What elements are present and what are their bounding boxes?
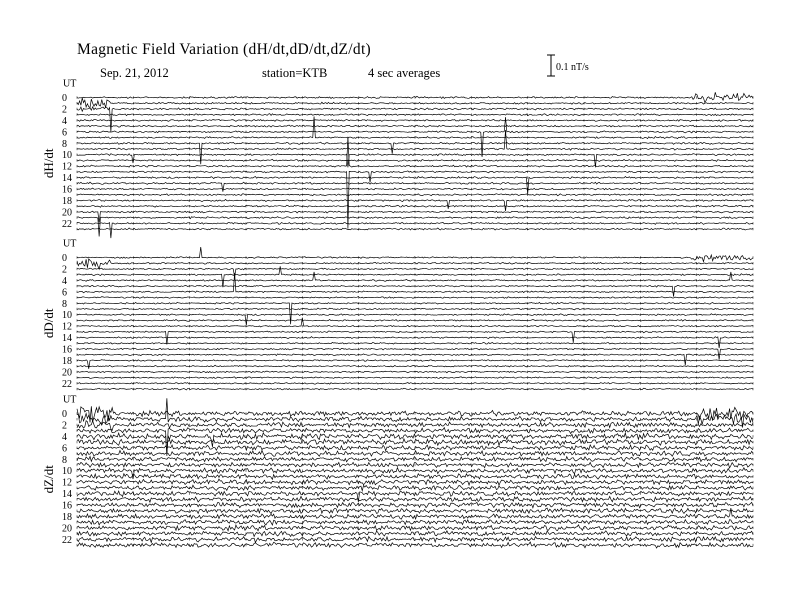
station-label: station=KTB	[262, 66, 328, 80]
hour-tick-label: 2	[62, 420, 67, 432]
scale-bar-label: 0.1 nT/s	[556, 62, 589, 73]
hour-tick-label: 4	[62, 115, 67, 127]
ut-label: UT	[63, 394, 77, 406]
hour-tick-label: 6	[62, 287, 67, 299]
hour-tick-label: 22	[62, 378, 72, 390]
hour-tick-label: 16	[62, 184, 72, 196]
hour-tick-label: 14	[62, 489, 72, 501]
hour-tick-label: 8	[62, 138, 67, 150]
hour-tick-label: 22	[62, 534, 72, 546]
panel-label: dD/dt	[41, 308, 56, 339]
hour-tick-label: 20	[62, 367, 72, 379]
hour-tick-label: 14	[62, 173, 72, 185]
hour-tick-label: 20	[62, 207, 72, 219]
hour-tick-label: 12	[62, 161, 72, 173]
hour-tick-label: 16	[62, 344, 72, 356]
hour-tick-label: 18	[62, 511, 72, 523]
ut-label: UT	[63, 238, 77, 250]
chart-title: Magnetic Field Variation (dH/dt,dD/dt,dZ/dt)	[77, 41, 372, 58]
hour-tick-label: 10	[62, 466, 72, 478]
hour-tick-label: 18	[62, 355, 72, 367]
hour-tick-label: 0	[62, 253, 67, 264]
hour-tick-label: 6	[62, 127, 67, 139]
hour-tick-label: 20	[62, 523, 72, 535]
panel-label: dH/dt	[41, 148, 56, 179]
hour-tick-label: 2	[62, 264, 67, 276]
hour-tick-label: 18	[62, 195, 72, 207]
hour-tick-label: 6	[62, 443, 67, 455]
hour-tick-label: 10	[62, 150, 72, 162]
hour-tick-label: 22	[62, 218, 72, 230]
date-label: Sep. 21, 2012	[100, 66, 169, 80]
hour-tick-label: 8	[62, 298, 67, 310]
hour-tick-label: 4	[62, 431, 67, 443]
hour-tick-label: 0	[62, 93, 67, 104]
hour-tick-label: 10	[62, 310, 72, 322]
hour-tick-label: 12	[62, 321, 72, 333]
hour-tick-label: 14	[62, 333, 72, 345]
hour-tick-label: 12	[62, 477, 72, 489]
hour-tick-label: 2	[62, 104, 67, 116]
ut-label: UT	[63, 78, 77, 90]
hour-tick-label: 8	[62, 454, 67, 466]
averaging-label: 4 sec averages	[368, 66, 441, 80]
hour-tick-label: 0	[62, 409, 67, 420]
panel-label: dZ/dt	[41, 465, 56, 494]
hour-tick-label: 4	[62, 275, 67, 287]
hour-tick-label: 16	[62, 500, 72, 512]
